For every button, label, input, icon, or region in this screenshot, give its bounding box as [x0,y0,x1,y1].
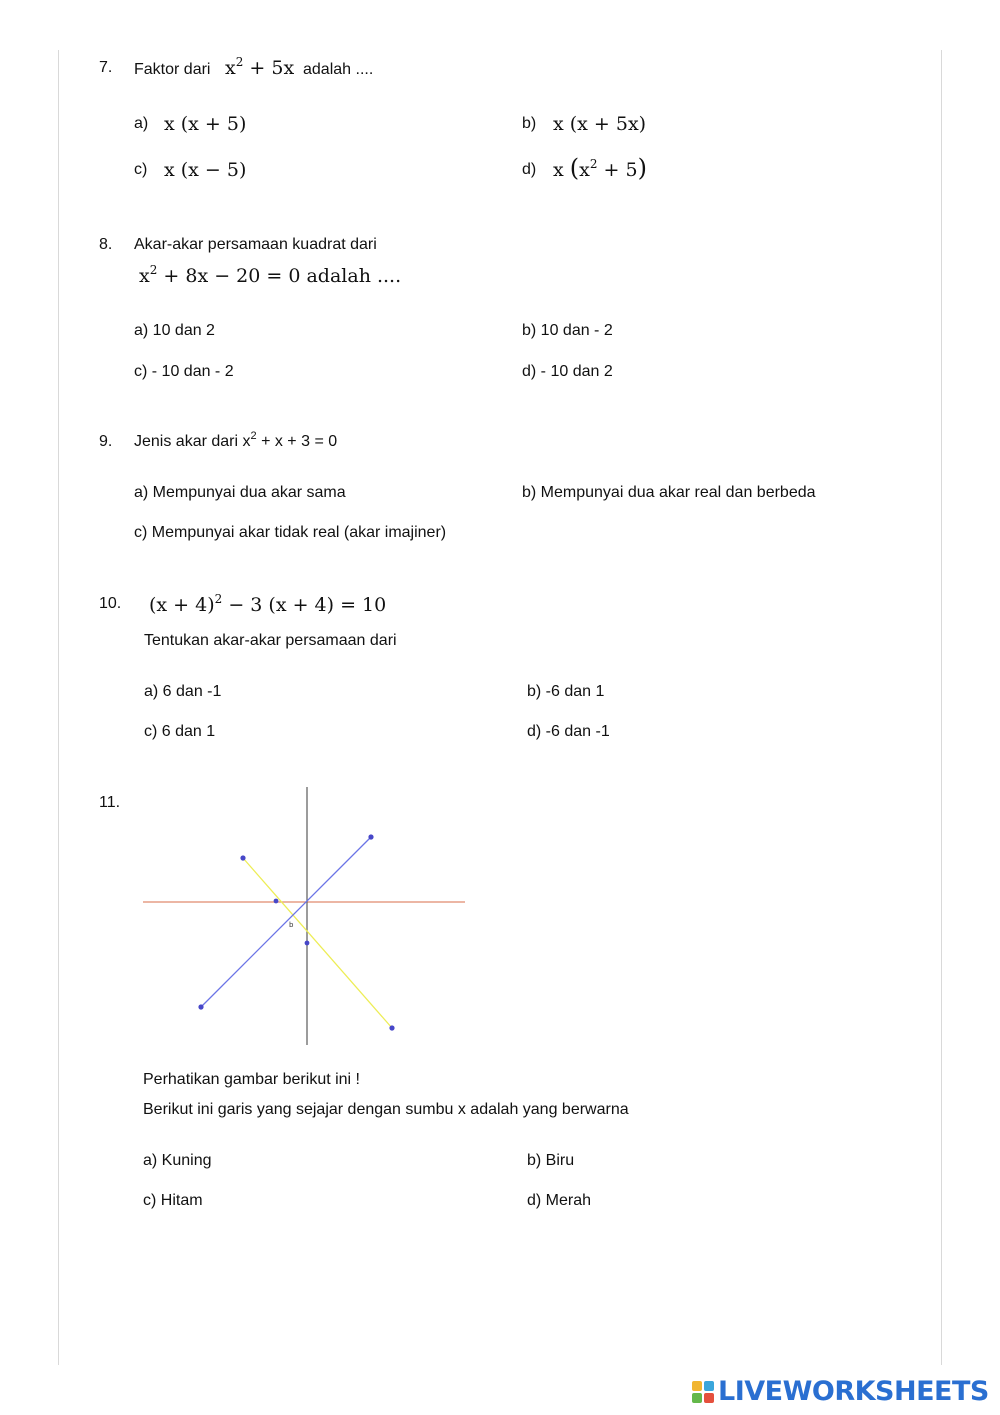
equation-tail: + 8x − 20 = 0 adalah .... [163,265,402,287]
option-a[interactable]: a) 10 dan 2 [134,322,215,339]
option-math: x (x − 5) [164,159,247,181]
option-label: d) [522,161,537,178]
point [240,855,245,860]
question-prompt [134,60,210,80]
prompt-suffix: adalah .... [303,61,374,78]
point [389,1025,394,1030]
option-d[interactable]: d) - 10 dan 2 [522,363,613,380]
option-b[interactable]: b) Biru [527,1152,575,1169]
question-number: 11. [99,794,121,811]
option-math: x (x + 5x) [553,113,647,135]
option-d[interactable]: d) -6 dan -1 [527,723,610,740]
option-math: x $(x^2 + 5)$ [553,154,647,182]
point [198,1004,203,1009]
instruction-line-1: Perhatikan gambar berikut ini ! [143,1071,360,1088]
question-prompt: Jenis akar dari $x^2 + x + 3 = 0$ [134,430,338,450]
point [305,941,310,946]
point [274,899,279,904]
question-number: 8. [99,236,113,253]
option-label: a) [134,115,149,132]
point-label: b [289,921,294,929]
question-number: 9. [99,433,113,450]
option-b[interactable]: b) -6 dan 1 [527,683,605,700]
prompt-expression: $x^2 + 5x$ [225,55,295,79]
right-margin-line [941,50,942,1365]
option-d[interactable]: d) Merah [527,1192,592,1209]
prompt-prefix: Faktor dari [134,61,211,78]
option-c[interactable]: c) 6 dan 1 [144,723,216,740]
lines-diagram [140,785,470,1047]
blue-line [201,837,371,1007]
option-c[interactable]: c) Mempunyai akar tidak real (akar imajiner) [134,524,447,541]
option-label: c) [134,161,148,178]
logo-icon [692,1381,714,1403]
question-equation: $(x + 4)^2 - 3$ (x + 4) = 10 [149,592,387,616]
equation-right: − 3 (x + 4) = 10 [228,594,387,616]
point [368,834,373,839]
option-a[interactable]: a) 6 dan -1 [144,683,222,700]
option-c[interactable]: c) Hitam [143,1192,203,1209]
equation-left: (x + 4) [149,594,215,616]
question-number: 10. [99,595,122,612]
prompt-prefix: Jenis akar dari x [134,433,251,450]
option-c[interactable]: c) - 10 dan - 2 [134,363,234,380]
left-margin-line [58,50,59,1365]
option-b[interactable]: b) Mempunyai dua akar real dan berbeda [522,484,816,501]
prompt-suffix: + x + 3 = 0 [256,433,338,450]
option-label: b) [522,115,537,132]
question-number: 7. [99,59,113,76]
logo-text: LIVEWORKSHEETS [718,1376,989,1407]
option-b[interactable]: b) 10 dan - 2 [522,322,613,339]
question-prompt: Akar-akar persamaan kuadrat dari [134,236,377,253]
question-equation: $x^2 + 8x - 20 = 0$ adalah .... [139,263,402,287]
option-a[interactable]: a) Mempunyai dua akar sama [134,484,346,501]
option-math: x (x + 5) [164,113,247,135]
instruction-line-2: Berikut ini garis yang sejajar dengan sumbu x adalah yang berwarna [143,1101,629,1118]
option-a[interactable]: a) Kuning [143,1152,212,1169]
liveworksheets-logo[interactable] [692,1375,989,1409]
question-prompt: Tentukan akar-akar persamaan dari [144,632,397,649]
